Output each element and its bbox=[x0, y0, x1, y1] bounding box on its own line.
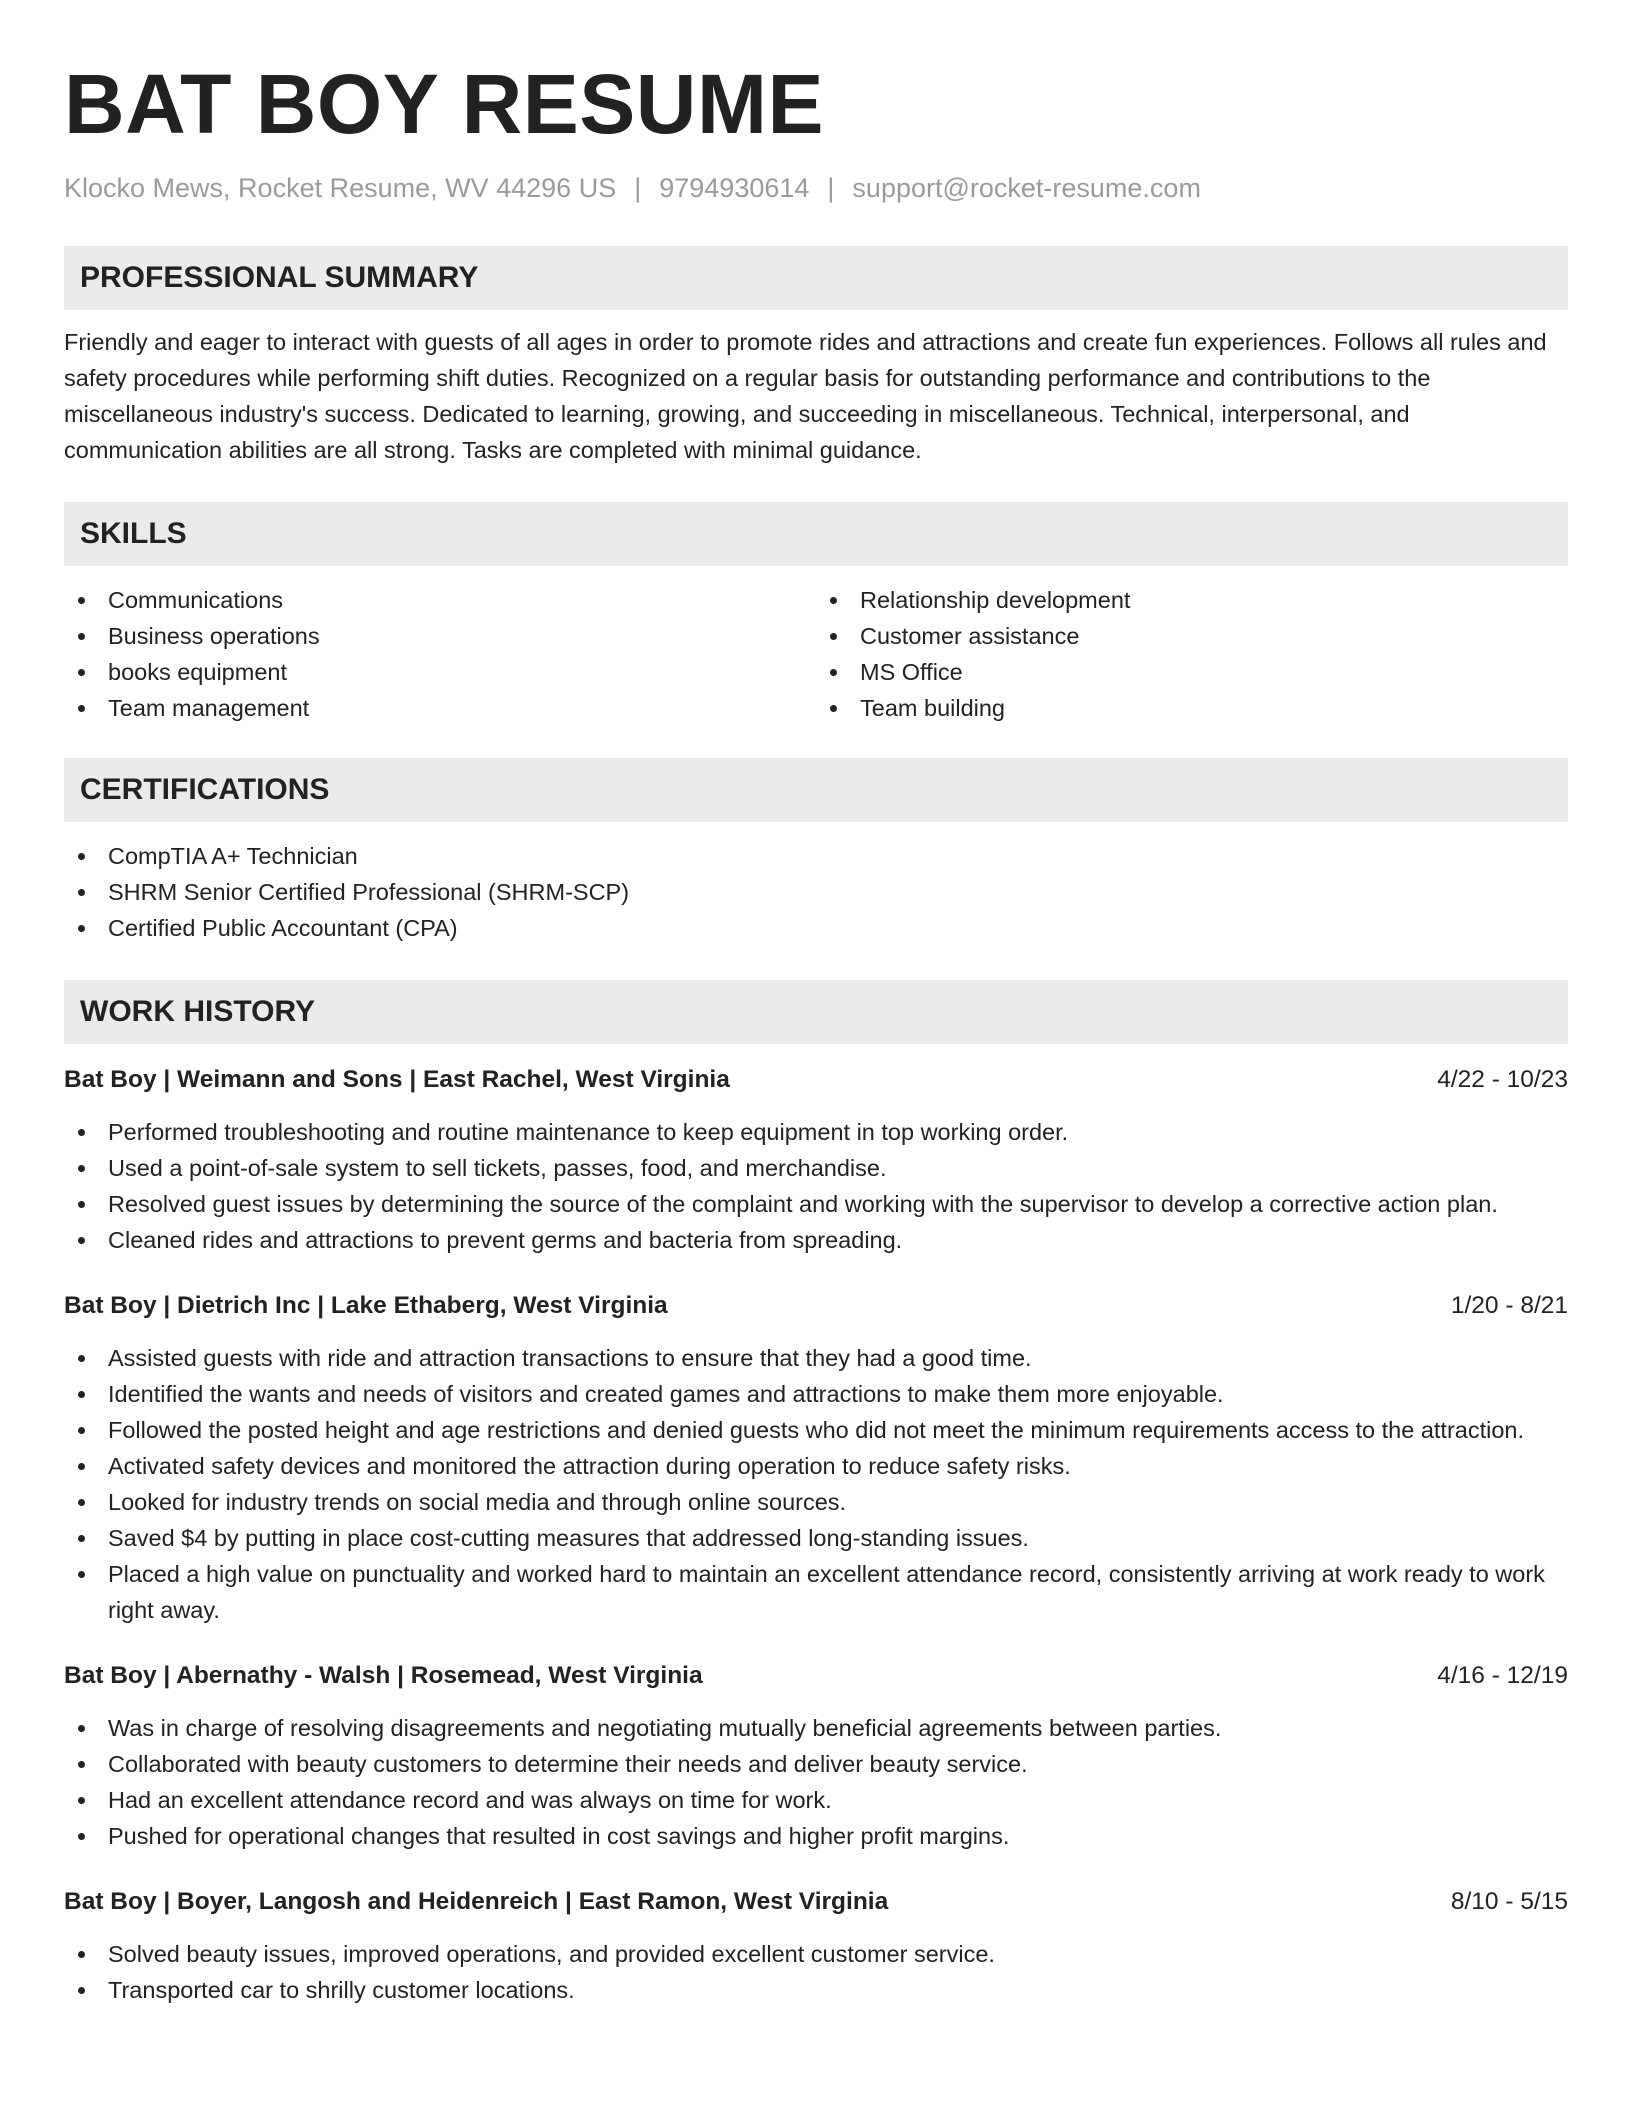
job-bullet: Activated safety devices and monitored the attraction during operation to reduce safety risks. bbox=[64, 1448, 1568, 1484]
skill-item: Team management bbox=[64, 690, 816, 726]
job-bullet: Looked for industry trends on social media and through online sources. bbox=[64, 1484, 1568, 1520]
job-bullet: Cleaned rides and attractions to prevent germs and bacteria from spreading. bbox=[64, 1222, 1568, 1258]
contact-email: support@rocket-resume.com bbox=[852, 173, 1201, 203]
job-entry bbox=[64, 1288, 1568, 1628]
job-dates: 8/10 - 5/15 bbox=[1450, 1888, 1568, 1915]
skill-item: Relationship development bbox=[816, 582, 1568, 618]
job-entry bbox=[64, 1658, 1568, 1854]
resume-name: BAT BOY RESUME bbox=[64, 57, 824, 151]
section-header-skills: SKILLS bbox=[64, 502, 1568, 566]
summary-text: Friendly and eager to interact with guests of all ages in order to promote rides and attractions and create fun experiences. Follows all rules and safety procedures while performing shift duties. Recognized on a regular basis for outstanding performance and contributions to the miscellaneous industry's success. Dedicated to learning, growing, and succeeding in miscellaneous. Technical, interpersonal, and communication abilities are all strong. Tasks are completed with minimal guidance. bbox=[64, 329, 1547, 463]
job-bullets bbox=[64, 1114, 1568, 1258]
job-bullet: Resolved guest issues by determining the source of the complaint and working with the supervisor to develop a corrective action plan. bbox=[64, 1186, 1568, 1222]
contact-line bbox=[64, 170, 1568, 206]
skill-item: Customer assistance bbox=[816, 618, 1568, 654]
section-header-work-history: WORK HISTORY bbox=[64, 980, 1568, 1044]
contact-phone: 9794930614 bbox=[659, 173, 810, 203]
job-bullet: Assisted guests with ride and attraction transactions to ensure that they had a good time. bbox=[64, 1340, 1568, 1376]
skill-item: Communications bbox=[64, 582, 816, 618]
job-dates: 4/22 - 10/23 bbox=[1437, 1066, 1568, 1093]
section-header-summary: PROFESSIONAL SUMMARY bbox=[64, 246, 1568, 310]
job-bullet: Performed troubleshooting and routine maintenance to keep equipment in top working order. bbox=[64, 1114, 1568, 1150]
job-bullets bbox=[64, 1936, 1568, 2008]
certification-item: Certified Public Accountant (CPA) bbox=[64, 910, 1568, 946]
skill-item: MS Office bbox=[816, 654, 1568, 690]
job-title: Bat Boy | Weimann and Sons | East Rachel, West Virginia bbox=[64, 1066, 730, 1093]
section-header-certifications: CERTIFICATIONS bbox=[64, 758, 1568, 822]
job-bullet: Identified the wants and needs of visitors and created games and attractions to make them more enjoyable. bbox=[64, 1376, 1568, 1412]
job-bullet: Saved $4 by putting in place cost-cutting measures that addressed long-standing issues. bbox=[64, 1520, 1568, 1556]
job-heading bbox=[64, 1288, 1568, 1324]
certifications-list bbox=[64, 838, 1568, 946]
job-heading bbox=[64, 1884, 1568, 1920]
skill-item: Business operations bbox=[64, 618, 816, 654]
job-bullet: Used a point-of-sale system to sell tickets, passes, food, and merchandise. bbox=[64, 1150, 1568, 1186]
job-bullet: Was in charge of resolving disagreements and negotiating mutually beneficial agreements between parties. bbox=[64, 1710, 1568, 1746]
job-title: Bat Boy | Boyer, Langosh and Heidenreich | East Ramon, West Virginia bbox=[64, 1888, 889, 1915]
job-bullet: Had an excellent attendance record and was always on time for work. bbox=[64, 1782, 1568, 1818]
job-bullet: Placed a high value on punctuality and worked hard to maintain an excellent attendance record, consistently arriving at work ready to work right away. bbox=[64, 1556, 1568, 1628]
contact-separator: | bbox=[827, 173, 835, 203]
job-title: Bat Boy | Dietrich Inc | Lake Ethaberg, West Virginia bbox=[64, 1292, 668, 1319]
certification-item: SHRM Senior Certified Professional (SHRM-SCP) bbox=[64, 874, 1568, 910]
skills-grid bbox=[64, 582, 1568, 726]
certification-item: CompTIA A+ Technician bbox=[64, 838, 1568, 874]
job-bullet: Solved beauty issues, improved operations, and provided excellent customer service. bbox=[64, 1936, 1568, 1972]
job-heading bbox=[64, 1062, 1568, 1098]
skill-item: Team building bbox=[816, 690, 1568, 726]
job-title: Bat Boy | Abernathy - Walsh | Rosemead, West Virginia bbox=[64, 1662, 703, 1689]
contact-address: Klocko Mews, Rocket Resume, WV 44296 US bbox=[64, 173, 617, 203]
skills-list-left bbox=[64, 582, 816, 726]
job-bullet: Pushed for operational changes that resulted in cost savings and higher profit margins. bbox=[64, 1818, 1568, 1854]
job-bullet: Transported car to shrilly customer locations. bbox=[64, 1972, 1568, 2008]
contact-separator: | bbox=[634, 173, 642, 203]
skills-list-right bbox=[816, 582, 1568, 726]
job-bullet: Collaborated with beauty customers to determine their needs and deliver beauty service. bbox=[64, 1746, 1568, 1782]
skill-item: books equipment bbox=[64, 654, 816, 690]
job-dates: 1/20 - 8/21 bbox=[1450, 1292, 1568, 1319]
job-entry bbox=[64, 1884, 1568, 2008]
job-bullets bbox=[64, 1340, 1568, 1628]
job-bullet: Followed the posted height and age restrictions and denied guests who did not meet the minimum requirements access to the attraction. bbox=[64, 1412, 1568, 1448]
job-dates: 4/16 - 12/19 bbox=[1437, 1662, 1568, 1689]
job-heading bbox=[64, 1658, 1568, 1694]
job-entry bbox=[64, 1062, 1568, 1258]
job-bullets bbox=[64, 1710, 1568, 1854]
